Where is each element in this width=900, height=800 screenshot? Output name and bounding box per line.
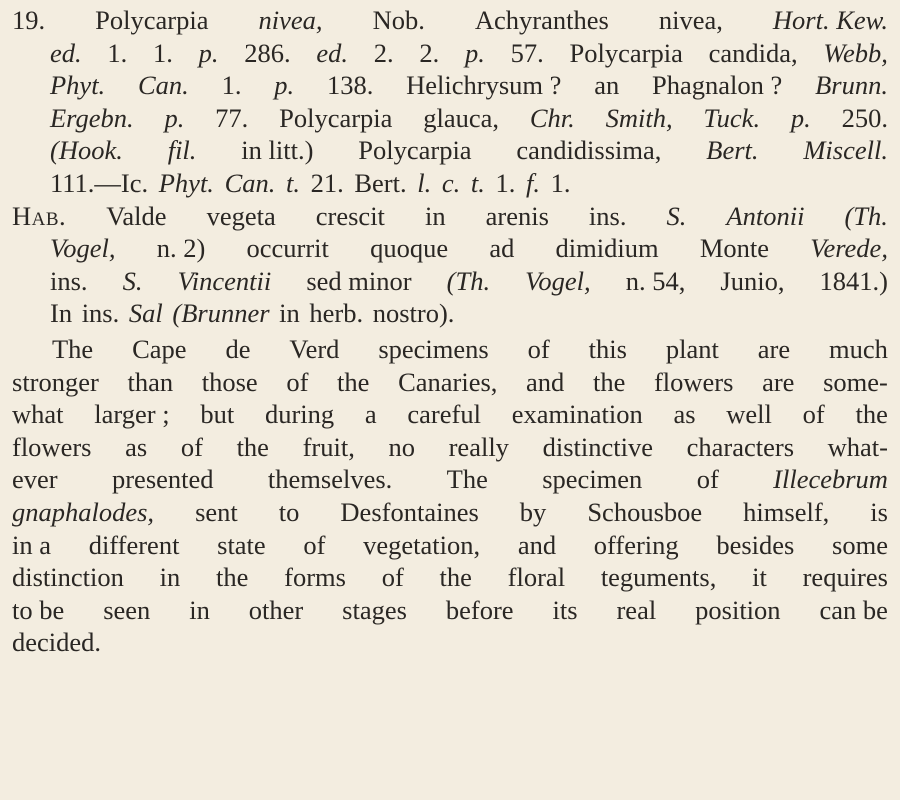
species-entry [12,4,888,200]
commentary-line: flowers as of the fruit, no really distinctive characters what- [12,431,888,462]
habitat-label: Hab. [12,200,67,231]
commentary-line: what larger ; but during a careful examination as well of the [12,399,888,430]
habitat-section [12,200,888,330]
commentary-line: gnaphalodes, sent to Desfontaines by Schousboe himself, is [12,496,888,527]
entry-number: 19. [12,5,46,35]
habitat-line: ins. S. Vincentii sed minor (Th. Vogel, n. 54, Junio, 1841.) [50,265,888,296]
commentary-line: in a different state of vegetation, and offering besides some [12,529,888,560]
habitat-line: Hab. Valde vegeta crescit in arenis ins. S. Antonii (Th. [12,200,888,231]
commentary-line: decided. [12,627,102,658]
commentary-line: ever presented themselves. The specimen of Illecebrum [12,464,888,495]
entry-line: (Hook. fil. in litt.) Polycarpia candidissima, Bert. Miscell. [50,135,888,166]
entry-line: Ergebn. p. 77. Polycarpia glauca, Chr. Smith, Tuck. p. 250. [50,102,888,133]
commentary-line: stronger than those of the Canaries, and the flowers are some- [12,366,888,397]
commentary-line: to be seen in other stages before its real position can be [12,594,888,625]
habitat-line: In ins. Sal (Brunner in herb. nostro). [50,298,455,329]
habitat-line: Vogel, n. 2) occurrit quoque ad dimidium Monte Verede, [50,233,888,264]
entry-line: Phyt. Can. 1. p. 138. Helichrysum ? an Phagnalon ? Brunn. [50,70,888,101]
entry-line: 19. Polycarpia nivea, Nob. Achyranthes nivea, Hort. Kew. [12,5,888,35]
commentary-paragraph [12,333,888,659]
entry-line: ed. 1. 1. p. 286. ed. 2. 2. p. 57. Polycarpia candida, Webb, [50,37,888,68]
entry-line: 111.—Ic. Phyt. Can. t. 21. Bert. l. c. t. 1. f. 1. [50,167,571,198]
commentary-line: distinction in the forms of the floral teguments, it requires [12,562,888,593]
commentary-line: The Cape de Verd specimens of this plant are much [52,333,888,364]
